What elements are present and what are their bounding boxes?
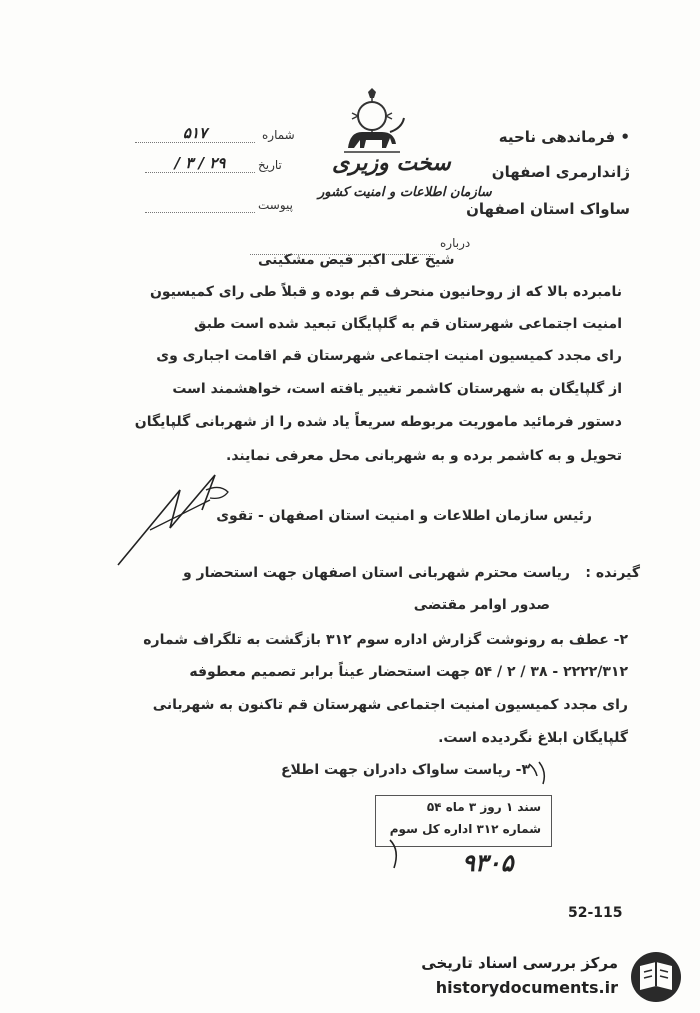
recipient-line-3: ۳- ریاست ساواک دادران جهت اطلاع xyxy=(280,762,530,778)
recipients-label: گیرنده : xyxy=(585,565,640,581)
page-code: 52-115 xyxy=(568,905,623,921)
number-value: ۵۱۷ xyxy=(135,124,255,143)
recipient-para-line: گلپایگان ابلاغ نگردیده است. xyxy=(438,730,628,746)
handwritten-mark xyxy=(525,758,555,790)
subject-label: درباره xyxy=(440,236,471,250)
archive-watermark xyxy=(420,950,688,1004)
org-line-3: ساواک استان اصفهان xyxy=(466,200,630,218)
body-line: از گلپایگان به شهرستان کاشمر تغییر یافته است، خواهشمند است xyxy=(172,381,622,397)
org-line-2: ژاندارمری اصفهان xyxy=(491,163,630,181)
attachment-line xyxy=(145,212,255,213)
body-line: تحویل و به کاشمر برده و به شهربانی محل معرفی نمایند. xyxy=(226,448,622,464)
stamp-row-2: شماره ۳۱۲ اداره کل سوم xyxy=(389,822,541,836)
date-label: تاریخ xyxy=(258,158,282,172)
date-value: ۲۹ / ۳ / xyxy=(145,154,255,173)
body-line: نامبرده بالا که از روحانیون منحرف قم بوده و قبلاً طی رای کمیسیون xyxy=(149,284,622,300)
subject-value: شیخ علی اکبر فیض مشکینی xyxy=(258,252,455,268)
lion-and-sun-emblem-icon xyxy=(330,88,415,158)
emblem-org-text: سازمان اطلاعات و امنیت کشور xyxy=(318,185,492,200)
body-line: دستور فرمائید ماموریت مربوطه سریعاً یاد شده را از شهربانی گلپایگان xyxy=(134,414,622,430)
org-line-1: • فرماندهی ناحیه xyxy=(498,128,630,146)
watermark-url: historydocuments.ir xyxy=(435,978,618,997)
signature-title: رئیس سازمان اطلاعات و امنیت استان اصفهان - تقوی xyxy=(216,508,592,524)
stamp-row-1: سند ۱ روز ۳ ماه ۵۴ xyxy=(426,800,541,814)
emblem-title: سخت وزیری xyxy=(332,150,451,176)
recipient-para-line: ۲۲۲۲/۳۱۲ - ۳۸ / ۲ / ۵۴ جهت استحضار عیناً برابر تصمیم معطوفه xyxy=(189,664,628,680)
stamp-check-mark xyxy=(380,832,420,876)
number-label: شماره xyxy=(262,128,295,142)
body-line: رای مجدد کمیسیون امنیت اجتماعی شهرستان قم اقامت اجباری وی xyxy=(156,348,622,364)
handwritten-file-number: ۹۳۰۵ xyxy=(462,848,514,877)
recipient-para-line: ۲- عطف به رونوشت گزارش اداره سوم ۳۱۲ بازگشت به تلگراف شماره xyxy=(143,632,628,648)
recipient-para-line: رای مجدد کمیسیون امنیت اجتماعی شهرستان قم تاکنون به شهربانی xyxy=(152,697,628,713)
recipient-line-1: ریاست محترم شهربانی استان اصفهان جهت استحضار و xyxy=(182,565,570,581)
body-line: امنیت اجتماعی شهرستان قم به گلپایگان تبعید شده است طبق xyxy=(194,316,622,332)
watermark-title: مرکز بررسی اسناد تاریخی xyxy=(421,954,618,972)
recipient-line-2: صدور اوامر مقتضی xyxy=(413,597,550,613)
archive-logo-icon xyxy=(626,950,686,1008)
attachment-label: پیوست xyxy=(258,198,293,212)
